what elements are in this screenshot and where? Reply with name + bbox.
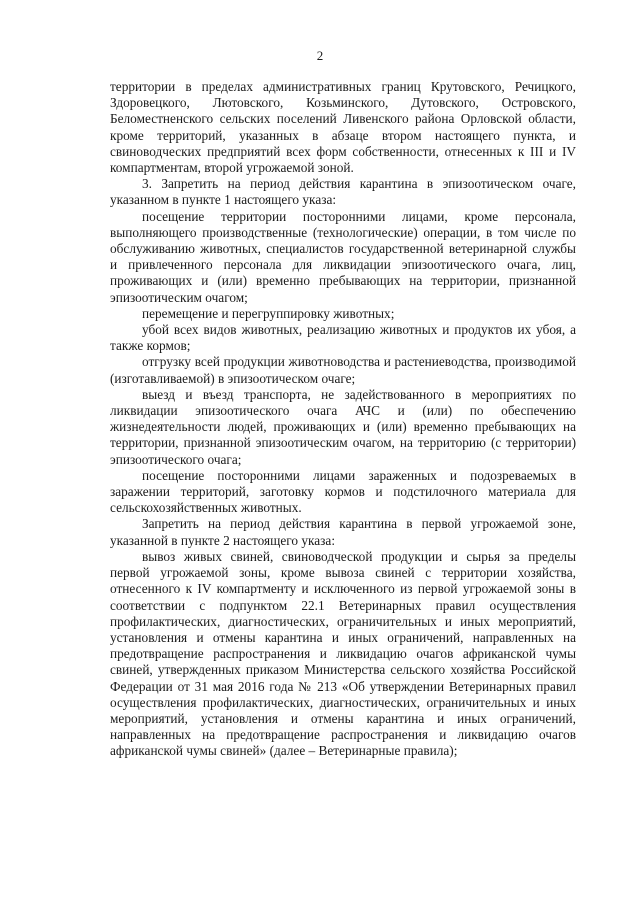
- paragraph-ban-slaughter: убой всех видов животных, реализацию животных и продуктов их убоя, а также кормов;: [110, 322, 576, 354]
- paragraph-ban-export: вывоз живых свиней, свиноводческой продукции и сырья за пределы первой угрожаемой зоны, кроме вывоза свиней с территории хозяйства, отнесенного к IV компартменту и исключенного из первой угрожаемой зоны в соответствии с подпунктом 22.1 Ветеринарных правил осуществления профилактических, диагностических, ограничительных и иных мероприятий, установления и отмены карантина и иных ограничений, направленных на предотвращение распространения и ликвидацию очагов африканской чумы свиней, утвержденных приказом Министерства сельского хозяйства Российской Федерации от 31 мая 2016 года № 213 «Об утверждении Ветеринарных правил осуществления профилактических, диагностических, ограничительных и иных мероприятий, установления и отмены карантина и иных ограничений, направленных на предотвращение распространения и ликвидацию очагов африканской чумы свиней» (далее – Ветеринарные правила);: [110, 548, 576, 759]
- paragraph-ban-transport: выезд и въезд транспорта, не задействованного в мероприятиях по ликвидации эпизоотического очага АЧС и (или) по обеспечению жизнедеятельности людей, проживающих и (или) временно пребывающих на территории, признанной эпизоотическим очагом, на территорию (с территории) эпизоотического очага;: [110, 386, 576, 467]
- paragraph-ban-visits: посещение территории посторонними лицами, кроме персонала, выполняющего производственные (технологические) операции, в том числе по обслуживанию животных, специалистов государственной ветеринарной службы и привлеченного персонала для ликвидации эпизоотического очага, лиц, проживающих и (или) временно пребывающих на территории, признанной эпизоотическим очагом;: [110, 208, 576, 305]
- paragraph-territory-continuation: территории в пределах административных границ Крутовского, Речицкого, Здоровецкого, Лютовского, Козьминского, Дутовского, Островского, Беломестненского сельских поселений Ливенского района Орловской области, кроме территорий, указанных в абзаце втором настоящего пункта, и свиноводческих предприятий всех форм собственности, отнесенных к III и IV компартментам, второй угрожаемой зоной.: [110, 79, 576, 176]
- document-body: [110, 79, 576, 760]
- paragraph-ban-movement: перемещение и перегруппировку животных;: [142, 305, 395, 321]
- paragraph-item-3-intro: 3. Запретить на период действия карантина в эпизоотическом очаге, указанном в пункте 1 настоящего указа:: [110, 176, 576, 208]
- paragraph-ban-shipment: отгрузку всей продукции животноводства и растениеводства, производимой (изготавливаемой) в эпизоотическом очаге;: [110, 354, 576, 386]
- page-number: 2: [316, 48, 324, 63]
- paragraph-first-zone-intro: Запретить на период действия карантина в первой угрожаемой зоне, указанной в пункте 2 настоящего указа:: [110, 516, 576, 548]
- paragraph-ban-infected-areas: посещение посторонними лицами зараженных и подозреваемых в заражении территорий, заготовку кормов и подстилочного материала для сельскохозяйственных животных.: [110, 467, 576, 516]
